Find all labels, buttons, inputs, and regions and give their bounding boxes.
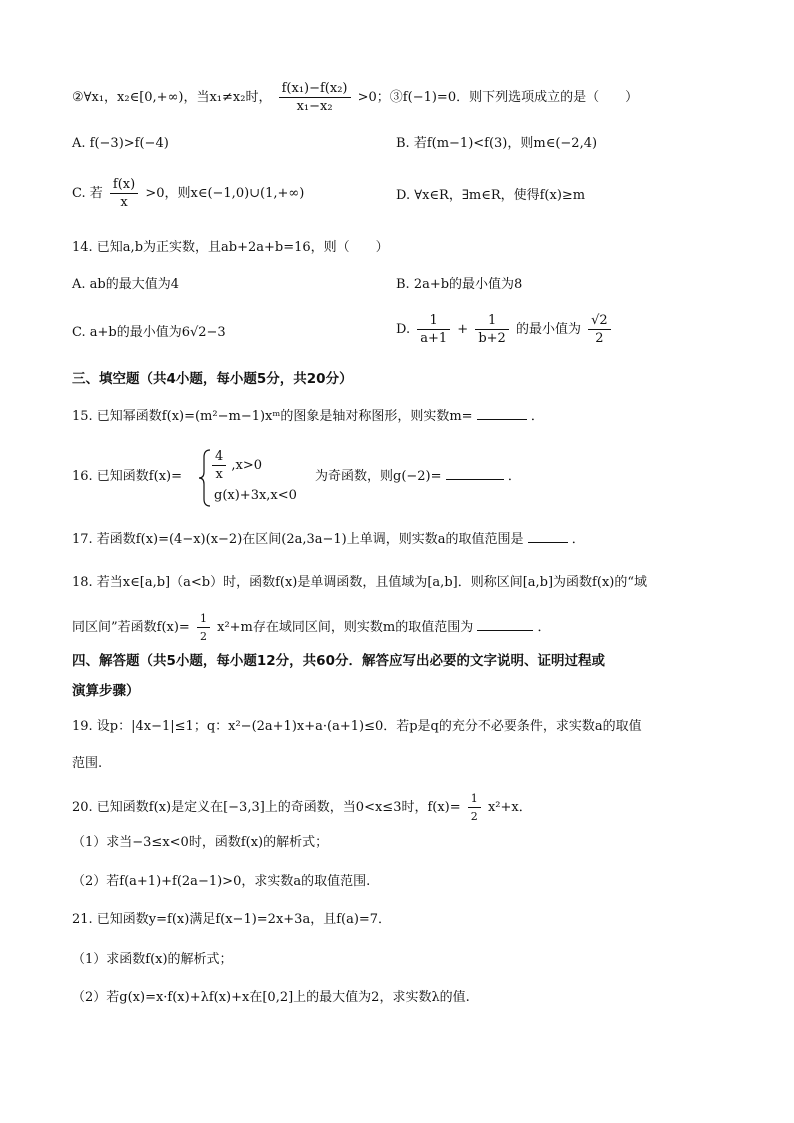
q16-case-1-condition: ,x>0 bbox=[231, 458, 263, 473]
q13-option-c-pre: C. 若 bbox=[72, 186, 103, 201]
q14-option-a: A. ab的最大值为4 bbox=[72, 277, 179, 292]
q16-case-1-denominator: x bbox=[215, 467, 223, 482]
q18-fraction-numerator: 1 bbox=[197, 610, 210, 628]
q14-option-d-numerator-1: 1 bbox=[417, 312, 450, 330]
q18-end: ． bbox=[537, 620, 551, 635]
q16-answer-blank[interactable] bbox=[446, 467, 504, 480]
section-3-heading: 三、填空题（共4小题，每小题5分，共20分） bbox=[72, 371, 353, 387]
q13-option-c bbox=[72, 176, 304, 211]
q13-fraction-numerator: f(x₁)−f(x₂) bbox=[279, 80, 351, 98]
q17-text: 17. 若函数f(x)=(4−x)(x−2)在区间(2a,3a−1)上单调，则实数a的取值范围是 bbox=[72, 532, 524, 547]
q20-part-1: （1）求当−3≤x<0时，函数f(x)的解析式； bbox=[72, 835, 329, 850]
q14-option-d-answer-fraction bbox=[588, 312, 611, 347]
q14-option-d-denominator-1: a+1 bbox=[420, 331, 448, 346]
q17-answer-blank[interactable] bbox=[528, 530, 568, 543]
q14-option-d-mid: 的最小值为 bbox=[515, 322, 581, 337]
q20-stem-pre: 20. 已知函数f(x)是定义在[−3,3]上的奇函数，当0<x≤3时，f(x)= bbox=[72, 800, 461, 815]
q14-option-c: C. a+b的最小值为6√2−3 bbox=[72, 325, 226, 340]
section-4-heading-line-1: 四、解答题（共5小题，每小题12分，共60分．解答应写出必要的文字说明、证明过程或 bbox=[72, 653, 605, 669]
q16-case-2: g(x)+3x,x<0 bbox=[214, 488, 297, 503]
q19-line-1: 19. 设p：|4x−1|≤1；q：x²−(2a+1)x+a·(a+1)≤0．若p是q的充分不必要条件，求实数a的取值 bbox=[72, 719, 642, 734]
q14-option-b: B. 2a+b的最小值为8 bbox=[396, 277, 523, 292]
q16-end: ． bbox=[507, 469, 521, 484]
q14-option-d-pre: D. bbox=[396, 322, 411, 337]
section-4-heading-line-2: 演算步骤） bbox=[72, 683, 140, 699]
q15-text: 15. 已知幂函数f(x)=(m²−m−1)xᵐ的图象是轴对称图形，则实数m= bbox=[72, 409, 473, 424]
q20-fraction bbox=[468, 790, 481, 825]
q13-option-c-fraction bbox=[110, 176, 138, 211]
q15-line bbox=[72, 407, 728, 427]
q13-option-d: D. ∀x∈R，∃m∈R，使得f(x)≥m bbox=[396, 188, 586, 203]
q18-line-2-pre: 同区间”若函数f(x)= bbox=[72, 620, 190, 635]
q17-end: ． bbox=[571, 532, 585, 547]
q16-case-1 bbox=[212, 448, 262, 483]
q13-condition-part2: >0；③f(−1)=0．则下列选项成立的是（ ） bbox=[357, 90, 639, 105]
q14-option-d-answer-denominator: 2 bbox=[595, 331, 604, 346]
q16-piecewise-brace bbox=[198, 449, 212, 507]
q16-post: 为奇函数，则g(−2)= bbox=[315, 469, 442, 484]
q20-stem-post: x²+x． bbox=[487, 800, 532, 815]
q18-line-2-post: x²+m存在域同区间，则实数m的取值范围为 bbox=[217, 620, 474, 635]
q13-option-c-numerator: f(x) bbox=[110, 176, 138, 194]
q19-line-2: 范围. bbox=[72, 756, 103, 771]
q18-line-2 bbox=[72, 610, 728, 645]
q14-option-d-answer-numerator: √2 bbox=[588, 312, 611, 330]
q15-answer-blank[interactable] bbox=[477, 407, 527, 420]
q21-stem: 21. 已知函数y=f(x)满足f(x−1)=2x+3a，且f(a)=7． bbox=[72, 912, 392, 927]
q18-fraction-denominator: 2 bbox=[199, 630, 207, 643]
q18-answer-blank[interactable] bbox=[477, 618, 533, 631]
q13-option-a: A. f(−3)>f(−4) bbox=[72, 136, 169, 151]
q21-part-2: （2）若g(x)=x·f(x)+λf(x)+x在[0,2]上的最大值为2，求实数λ的值. bbox=[72, 990, 470, 1005]
q14-stem: 14. 已知a,b为正实数，且ab+2a+b=16，则（ ） bbox=[72, 240, 389, 255]
q20-stem bbox=[72, 790, 728, 825]
q13-condition-part1: ②∀x₁，x₂∈[0,+∞)，当x₁≠x₂时， bbox=[72, 90, 272, 105]
q16-pre: 16. 已知函数f(x)= bbox=[72, 469, 182, 484]
q13-option-c-denominator: x bbox=[120, 195, 128, 210]
q14-option-d-plus: + bbox=[457, 322, 469, 337]
q20-part-2: （2）若f(a+1)+f(2a−1)>0，求实数a的取值范围. bbox=[72, 874, 371, 889]
q13-option-c-post: >0，则x∈(−1,0)∪(1,+∞) bbox=[145, 186, 305, 201]
q14-option-d-denominator-2: b+2 bbox=[478, 331, 506, 346]
q14-option-d bbox=[396, 312, 614, 347]
q18-fraction bbox=[197, 610, 210, 645]
q16-post-line bbox=[315, 467, 521, 487]
q20-fraction-numerator: 1 bbox=[468, 790, 481, 808]
q20-fraction-denominator: 2 bbox=[470, 810, 478, 823]
q14-option-d-fraction-1 bbox=[417, 312, 450, 347]
q13-fraction-denominator: x₁−x₂ bbox=[296, 99, 333, 114]
q14-option-d-fraction-2 bbox=[475, 312, 509, 347]
q14-option-d-numerator-2: 1 bbox=[475, 312, 509, 330]
q16-case-1-fraction bbox=[212, 448, 226, 483]
q13-fraction bbox=[279, 80, 351, 115]
q15-end: ． bbox=[530, 409, 544, 424]
q17-line bbox=[72, 530, 728, 550]
q18-line-1: 18. 若当x∈[a,b]（a<b）时，函数f(x)是单调函数，且值域为[a,b]．则称区间[a,b]为函数f(x)的“域 bbox=[72, 575, 647, 590]
q13-condition-line bbox=[72, 80, 728, 115]
q21-part-1: （1）求函数f(x)的解析式； bbox=[72, 952, 233, 967]
q13-option-b: B. 若f(m−1)<f(3)，则m∈(−2,4) bbox=[396, 136, 598, 151]
q16-case-1-numerator: 4 bbox=[212, 448, 226, 466]
